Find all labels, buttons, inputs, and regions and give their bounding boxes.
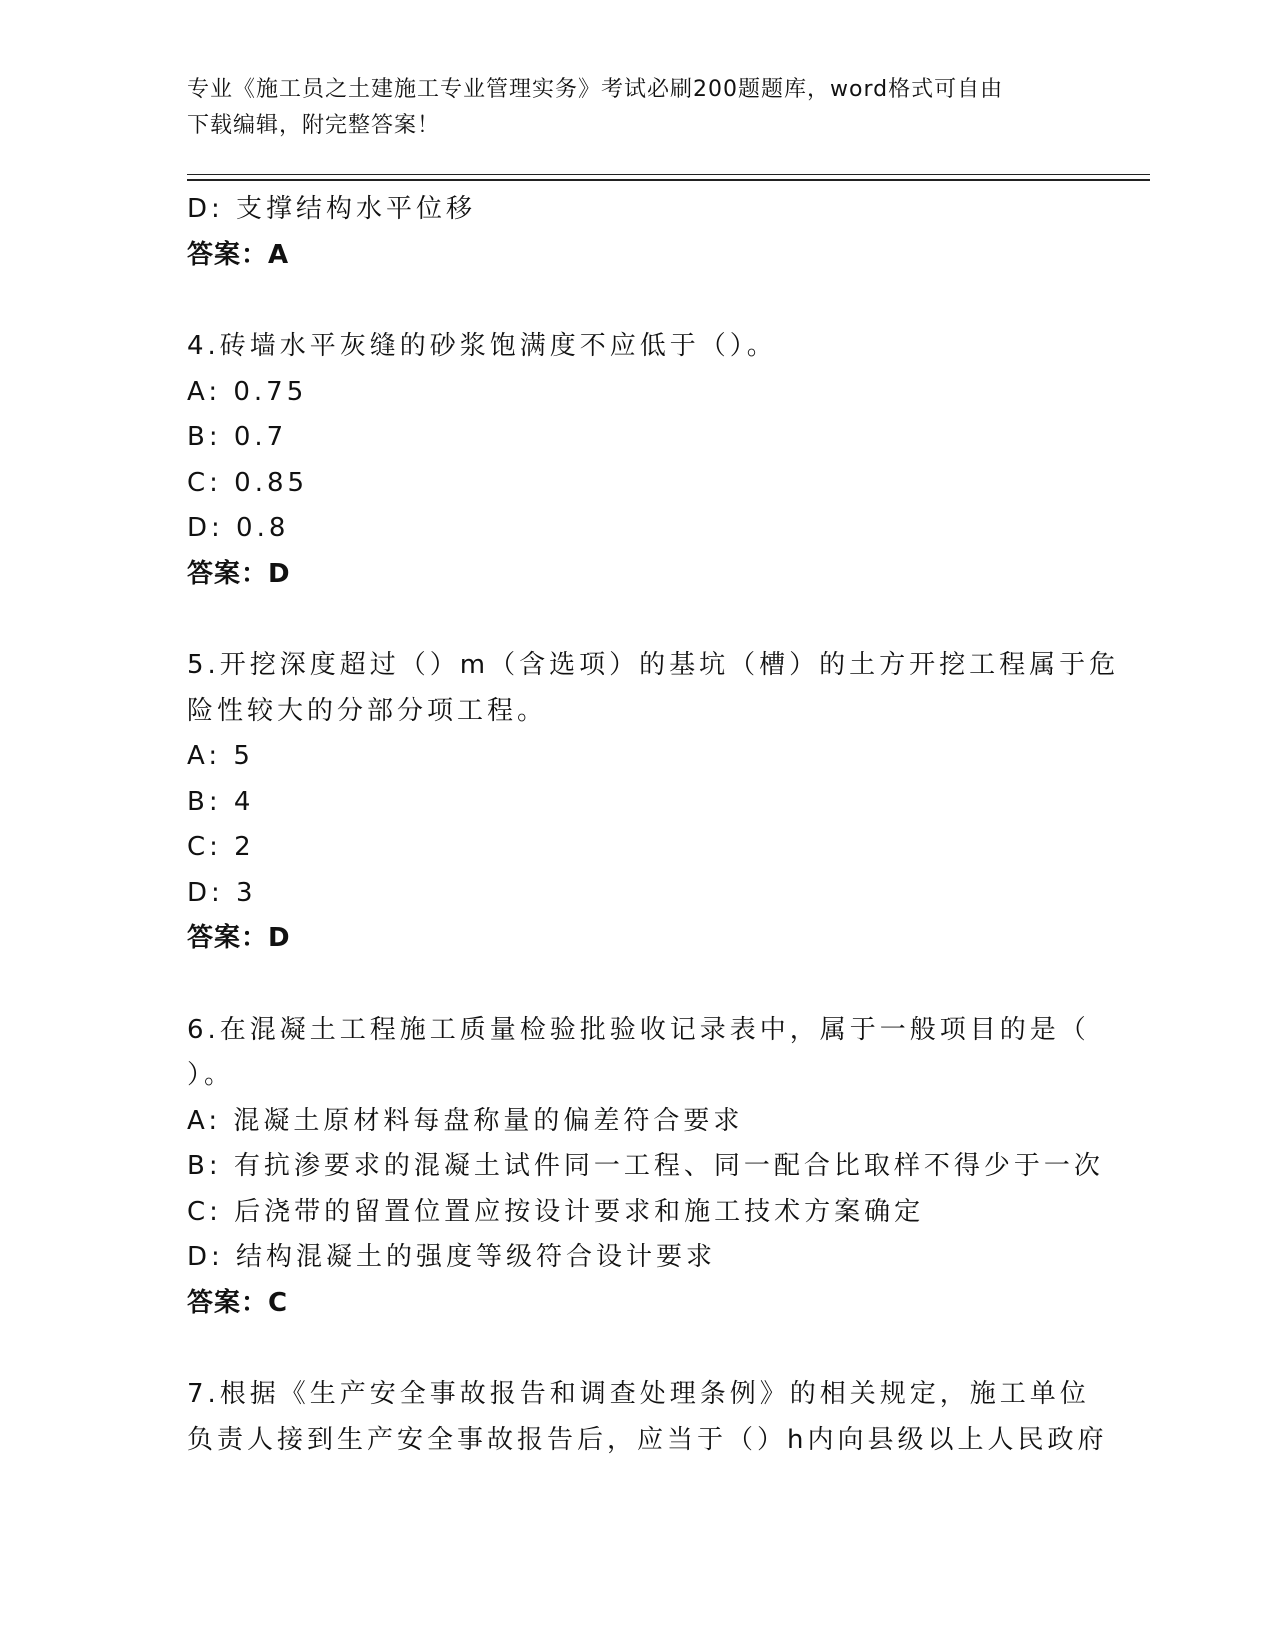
option-c: C: 0.85 <box>187 467 309 498</box>
prev-option-d: D: 支撑结构水平位移 <box>187 194 477 224</box>
header-line-2: 下载编辑，附完整答案！ <box>187 113 441 138</box>
option-d: D: 0.8 <box>187 513 290 543</box>
option-d: D: 3 <box>187 877 257 908</box>
spacer <box>187 597 1087 643</box>
question-list <box>187 187 1120 1463</box>
question-text-line-2: ）。 <box>187 1060 235 1090</box>
header-rule-thin <box>187 174 1150 175</box>
option-c: C: 后浇带的留置位置应按设计要求和施工技术方案确定 <box>187 1196 925 1227</box>
question-6 <box>187 1008 1104 1327</box>
header-line-1: 专业《施工员之土建施工专业管理实务》考试必刷200题题库，word格式可自由 <box>187 77 1004 102</box>
option-a: A: 5 <box>187 741 254 771</box>
question-4 <box>187 324 1087 597</box>
question-text-line-1: 7.根据《生产安全事故报告和调查处理条例》的相关规定，施工单位 <box>187 1379 1090 1409</box>
question-text-line-1: 5.开挖深度超过（）m（含选项）的基坑（槽）的土方开挖工程属于危 <box>187 650 1120 680</box>
option-c: C: 2 <box>187 832 255 862</box>
document-header <box>187 72 1067 144</box>
option-d: D: 结构混凝土的强度等级符合设计要求 <box>187 1242 717 1272</box>
option-b: B: 0.7 <box>187 422 288 452</box>
option-a: A: 混凝土原材料每盘称量的偏差符合要求 <box>187 1105 744 1136</box>
option-b: B: 有抗渗要求的混凝土试件同一工程、同一配合比取样不得少于一次 <box>187 1151 1104 1181</box>
answer: 答案：C <box>187 1287 289 1318</box>
question-text-line-2: 险性较大的分部分项工程。 <box>187 695 548 726</box>
question-7 <box>187 1372 1108 1463</box>
question-text: 4.砖墙水平灰缝的砂浆饱满度不应低于（）。 <box>187 331 777 361</box>
question-text-line-2: 负责人接到生产安全事故报告后，应当于（）h内向县级以上人民政府 <box>187 1424 1108 1455</box>
option-b: B: 4 <box>187 786 255 817</box>
header-rule-thick <box>187 179 1150 181</box>
answer: 答案：D <box>187 923 291 953</box>
spacer <box>187 1326 1087 1372</box>
prev-answer: 答案：A <box>187 239 290 270</box>
spacer <box>187 962 1087 1008</box>
question-5 <box>187 643 1120 962</box>
answer: 答案：D <box>187 558 291 589</box>
option-a: A: 0.75 <box>187 376 308 407</box>
spacer <box>187 278 1087 324</box>
question-text-line-1: 6.在混凝土工程施工质量检验批验收记录表中，属于一般项目的是（ <box>187 1014 1090 1045</box>
